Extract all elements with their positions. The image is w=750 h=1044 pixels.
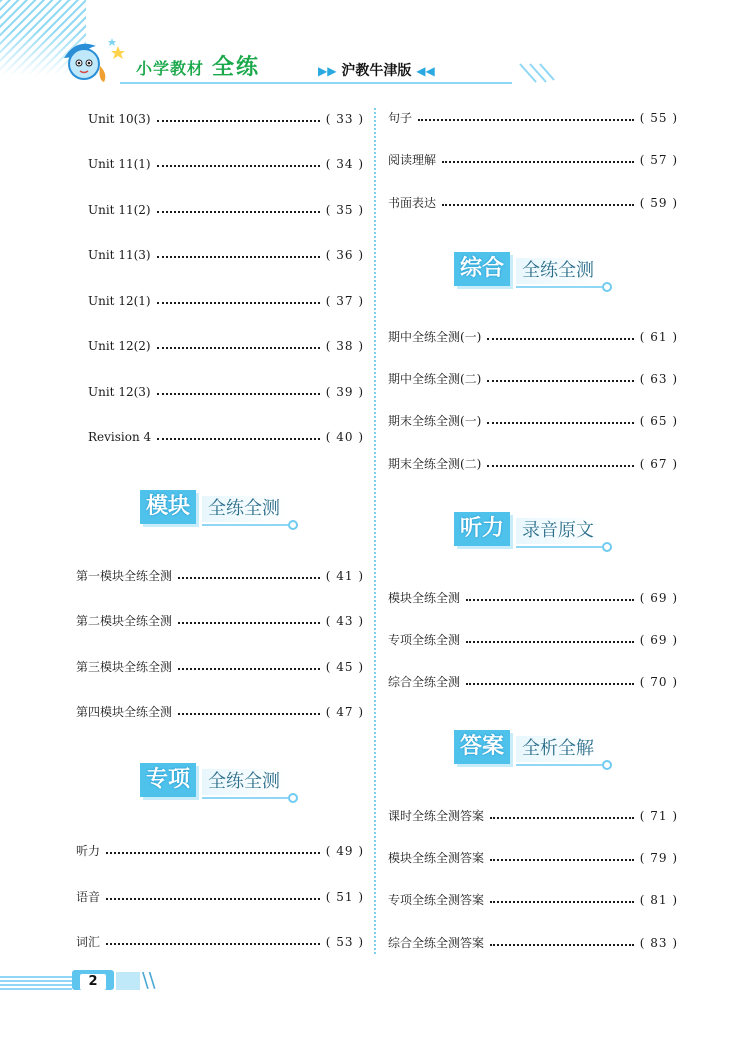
- toc-entry-module-2[interactable]: [76, 612, 364, 630]
- toc-entry-label: 第四模块全练全测: [76, 705, 173, 719]
- section-banner-modules: [140, 490, 300, 530]
- toc-entry-page: ( 70 ): [639, 675, 678, 689]
- footer-tail-decoration: [116, 972, 140, 990]
- toc-entry-label: 阅读理解: [388, 153, 437, 167]
- toc-entry-page: ( 69 ): [639, 633, 678, 647]
- banner-sub-text: 全练全测: [202, 769, 288, 795]
- leader-dots: [178, 667, 320, 670]
- leader-dots: [490, 943, 634, 946]
- toc-entry-label: Unit 11(1): [88, 157, 151, 171]
- banner-main-text: 答案: [454, 730, 510, 764]
- banner-dot: [288, 793, 298, 803]
- mascot-icon: [56, 36, 130, 86]
- leader-dots: [157, 437, 320, 440]
- leader-dots: [442, 203, 634, 206]
- toc-entry-unit-10-3[interactable]: [88, 110, 364, 128]
- toc-entry-page: ( 38 ): [325, 339, 364, 353]
- toc-entry-listening-comprehensive[interactable]: [388, 673, 678, 691]
- toc-entry-unit-12-2[interactable]: [88, 337, 364, 355]
- toc-entry-label: Unit 12(1): [88, 294, 151, 308]
- toc-entry-label: Unit 12(3): [88, 385, 151, 399]
- leader-dots: [487, 464, 633, 467]
- footer-stripe-decoration: [0, 976, 72, 990]
- toc-entry-label: Revision 4: [88, 430, 152, 444]
- toc-entry-label: 模块全练全测答案: [388, 851, 485, 865]
- toc-entry-page: ( 55 ): [639, 111, 678, 125]
- leader-dots: [418, 118, 634, 121]
- toc-entry-label: 综合全练全测: [388, 675, 461, 689]
- leader-dots: [466, 640, 634, 643]
- toc-entry-label: 书面表达: [388, 196, 437, 210]
- toc-entry-final-2[interactable]: [388, 455, 678, 473]
- banner-underline: [516, 546, 602, 548]
- toc-entry-label: 专项全练全测答案: [388, 893, 485, 907]
- toc-entry-page: ( 69 ): [639, 591, 678, 605]
- toc-entry-module-4[interactable]: [76, 703, 364, 721]
- toc-entry-page: ( 79 ): [639, 851, 678, 865]
- toc-entry-page: ( 45 ): [325, 660, 364, 674]
- toc-entry-label: Unit 12(2): [88, 339, 151, 353]
- banner-main-text: 模块: [140, 490, 196, 524]
- toc-entry-page: ( 67 ): [639, 457, 678, 471]
- toc-entry-page: ( 33 ): [325, 112, 364, 126]
- toc-entry-page: ( 57 ): [639, 153, 678, 167]
- toc-entry-answers-special[interactable]: [388, 891, 678, 909]
- leader-dots: [157, 346, 320, 349]
- page-number: 2: [80, 974, 106, 990]
- leader-dots: [490, 900, 634, 903]
- toc-entry-sentences[interactable]: [388, 109, 678, 127]
- leader-dots: [106, 942, 320, 945]
- leader-dots: [487, 337, 633, 340]
- toc-entry-vocabulary[interactable]: [76, 933, 364, 951]
- banner-underline: [516, 286, 602, 288]
- brand-title-big: 全练: [212, 55, 261, 80]
- toc-entry-label: 词汇: [76, 935, 101, 949]
- leader-dots: [157, 164, 320, 167]
- arrow-left-icon: ◀◀: [416, 64, 435, 78]
- leader-dots: [157, 210, 320, 213]
- leader-dots: [178, 621, 320, 624]
- toc-entry-label: 期中全练全测(一): [388, 330, 482, 344]
- toc-entry-answers-lesson[interactable]: [388, 807, 678, 825]
- leader-dots: [106, 897, 320, 900]
- banner-dot: [288, 520, 298, 530]
- section-banner-answers: [454, 730, 614, 770]
- toc-entry-unit-12-1[interactable]: [88, 292, 364, 310]
- header-rule: [120, 82, 512, 84]
- toc-entry-midterm-1[interactable]: [388, 328, 678, 346]
- banner-sub-text: 录音原文: [516, 518, 602, 544]
- banner-dot: [602, 760, 612, 770]
- leader-dots: [487, 379, 633, 382]
- arrow-right-icon: ▶▶: [318, 64, 337, 78]
- banner-main-text: 专项: [140, 763, 196, 797]
- toc-entry-label: 语音: [76, 890, 101, 904]
- edition-text: 沪教牛津版: [341, 63, 412, 79]
- edition-label: [318, 60, 435, 80]
- toc-entry-page: ( 49 ): [325, 844, 364, 858]
- banner-sub-text: 全练全测: [202, 496, 288, 522]
- banner-sub-text: 全析全解: [516, 736, 602, 762]
- leader-dots: [466, 682, 634, 685]
- toc-entry-listening[interactable]: [76, 842, 364, 860]
- banner-main-text: 听力: [454, 512, 510, 546]
- toc-entry-label: 第三模块全练全测: [76, 660, 173, 674]
- toc-entry-writing[interactable]: [388, 194, 678, 212]
- brand-title: 小学教材: [136, 59, 205, 78]
- toc-entry-page: ( 65 ): [639, 414, 678, 428]
- toc-entry-label: 第一模块全练全测: [76, 569, 173, 583]
- toc-entry-label: 课时全练全测答案: [388, 809, 485, 823]
- leader-dots: [466, 598, 634, 601]
- toc-entry-page: ( 39 ): [325, 385, 364, 399]
- toc-entry-label: 期末全练全测(一): [388, 414, 482, 428]
- toc-entry-reading[interactable]: [388, 151, 678, 169]
- leader-dots: [178, 576, 320, 579]
- toc-entry-page: ( 36 ): [325, 248, 364, 262]
- toc-entry-page: ( 81 ): [639, 893, 678, 907]
- toc-entry-page: ( 61 ): [639, 330, 678, 344]
- toc-entry-listening-special[interactable]: [388, 631, 678, 649]
- toc-entry-label: Unit 11(3): [88, 248, 151, 262]
- toc-entry-unit-12-3[interactable]: [88, 383, 364, 401]
- toc-entry-page: ( 40 ): [325, 430, 364, 444]
- section-banner-comprehensive: [454, 252, 614, 292]
- footer-slash: \\: [142, 968, 156, 992]
- banner-underline: [516, 764, 602, 766]
- leader-dots: [178, 712, 320, 715]
- toc-entry-label: 第二模块全练全测: [76, 614, 173, 628]
- toc-entry-module-1[interactable]: [76, 567, 364, 585]
- toc-entry-label: 句子: [388, 111, 413, 125]
- toc-entry-unit-11-1[interactable]: [88, 155, 364, 173]
- toc-entry-module-3[interactable]: [76, 658, 364, 676]
- leader-dots: [442, 160, 634, 163]
- banner-sub-text: 全练全测: [516, 258, 602, 284]
- toc-entry-answers-comprehensive[interactable]: [388, 934, 678, 952]
- toc-entry-answers-module[interactable]: [388, 849, 678, 867]
- banner-underline: [202, 797, 288, 799]
- toc-entry-page: ( 53 ): [325, 935, 364, 949]
- header-slash-decoration: [516, 62, 556, 84]
- toc-entry-final-1[interactable]: [388, 412, 678, 430]
- toc-entry-page: ( 47 ): [325, 705, 364, 719]
- leader-dots: [157, 119, 320, 122]
- leader-dots: [490, 858, 634, 861]
- leader-dots: [157, 255, 320, 258]
- toc-entry-page: ( 63 ): [639, 372, 678, 386]
- toc-entry-revision-4[interactable]: [88, 428, 364, 446]
- leader-dots: [487, 421, 633, 424]
- toc-entry-page: ( 51 ): [325, 890, 364, 904]
- column-divider: [374, 108, 376, 954]
- toc-entry-label: Unit 11(2): [88, 203, 151, 217]
- leader-dots: [106, 851, 320, 854]
- banner-dot: [602, 282, 612, 292]
- toc-entry-unit-11-3[interactable]: [88, 246, 364, 264]
- banner-underline: [202, 524, 288, 526]
- toc-entry-label: 期末全练全测(二): [388, 457, 482, 471]
- leader-dots: [490, 816, 634, 819]
- toc-entry-label: 期中全练全测(二): [388, 372, 482, 386]
- leader-dots: [157, 301, 320, 304]
- toc-entry-page: ( 34 ): [325, 157, 364, 171]
- toc-entry-page: ( 35 ): [325, 203, 364, 217]
- toc-entry-listening-module[interactable]: [388, 589, 678, 607]
- toc-entry-label: 专项全练全测: [388, 633, 461, 647]
- section-banner-specials: [140, 763, 300, 803]
- toc-entry-page: ( 43 ): [325, 614, 364, 628]
- toc-entry-page: ( 41 ): [325, 569, 364, 583]
- toc-entry-page: ( 59 ): [639, 196, 678, 210]
- banner-main-text: 综合: [454, 252, 510, 286]
- toc-entry-midterm-2[interactable]: [388, 370, 678, 388]
- toc-entry-label: 模块全练全测: [388, 591, 461, 605]
- leader-dots: [157, 392, 320, 395]
- page-number-badge: [72, 970, 114, 990]
- section-banner-listening: [454, 512, 614, 552]
- toc-entry-label: 综合全练全测答案: [388, 936, 485, 950]
- toc-entry-unit-11-2[interactable]: [88, 201, 364, 219]
- toc-entry-label: Unit 10(3): [88, 112, 151, 126]
- toc-entry-phonetics[interactable]: [76, 888, 364, 906]
- toc-entry-page: ( 37 ): [325, 294, 364, 308]
- banner-dot: [602, 542, 612, 552]
- toc-entry-label: 听力: [76, 844, 101, 858]
- toc-entry-page: ( 71 ): [639, 809, 678, 823]
- toc-entry-page: ( 83 ): [639, 936, 678, 950]
